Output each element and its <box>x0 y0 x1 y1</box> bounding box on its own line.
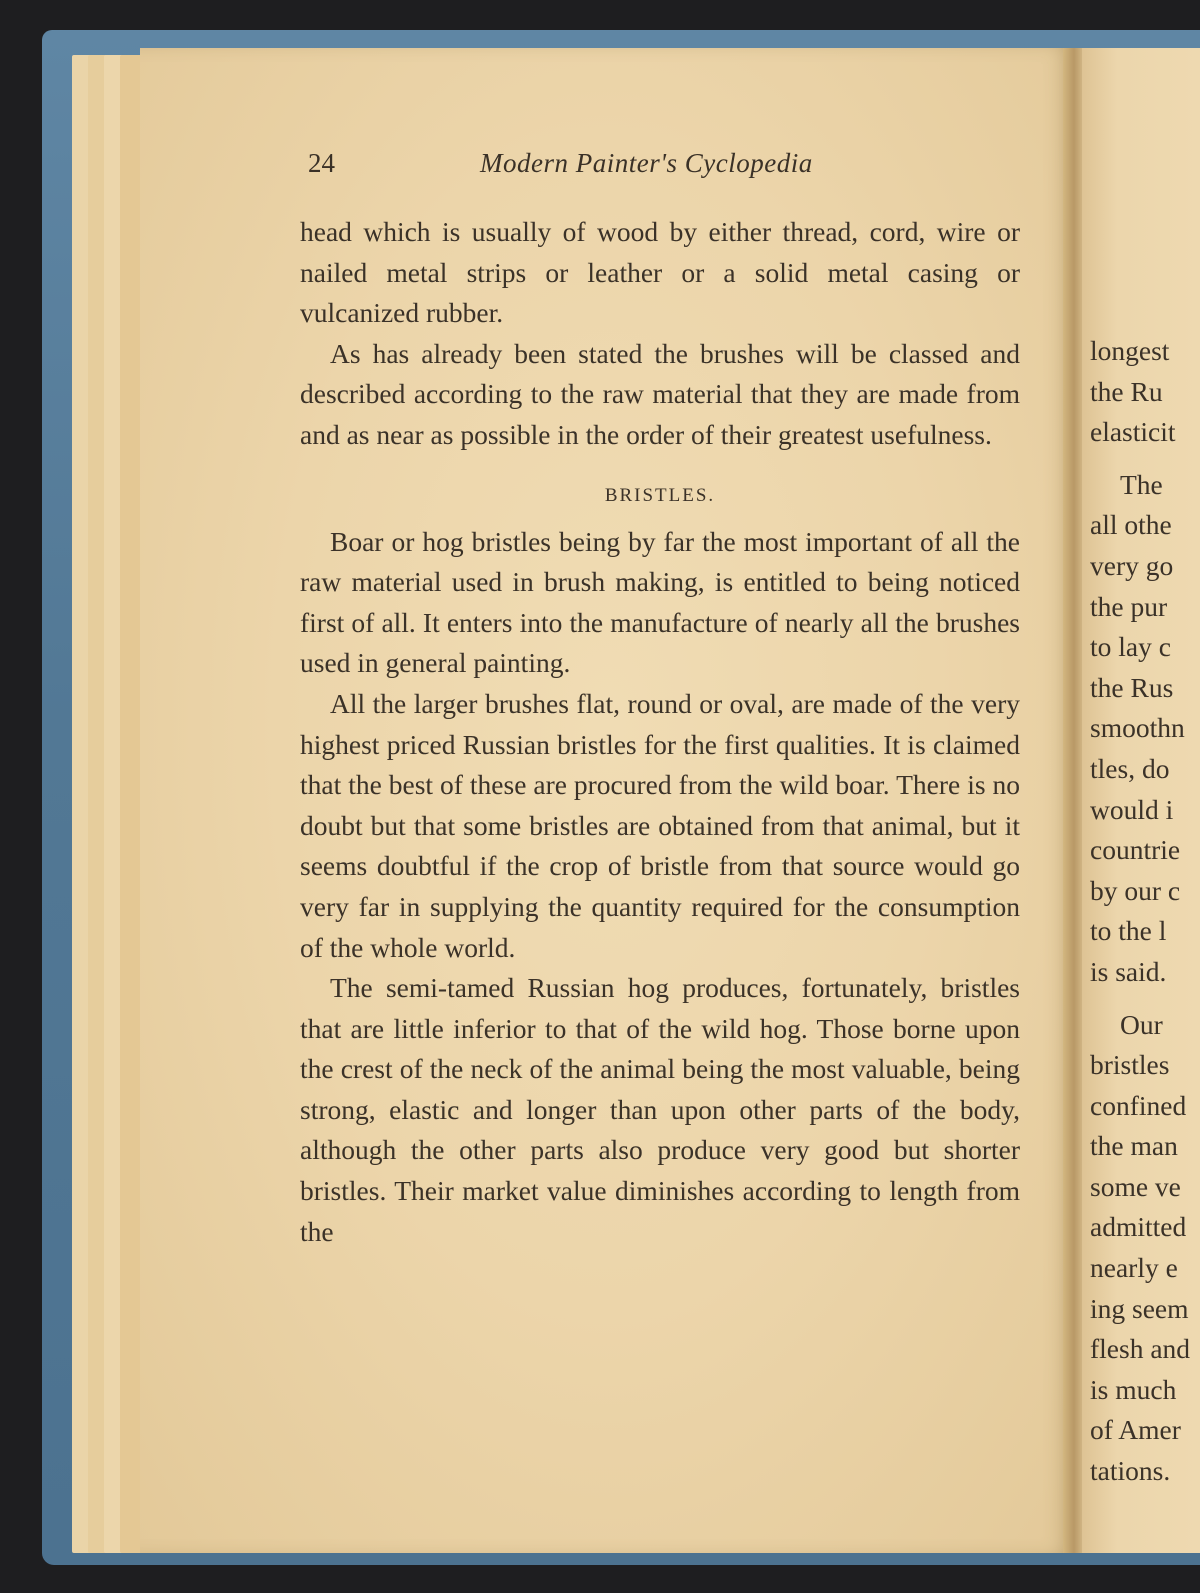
facing-line: the man <box>1090 1130 1178 1162</box>
paragraph: All the larger brushes flat, round or oval, are made of the very highest priced Russian bristles for the first qualities. It is claimed that the best of these are procured from the wild boar. There is no doubt but that some bristles are obtained from that animal, but it seems doubtful if the crop of bristle from that source would go very far in supplying the quantity required for the consumption of the whole world. <box>300 687 1020 963</box>
facing-line: confined <box>1090 1089 1187 1121</box>
facing-line: bristles <box>1090 1049 1170 1081</box>
facing-line: some ve <box>1090 1170 1181 1202</box>
facing-line: longest <box>1090 335 1170 366</box>
page-header <box>308 148 858 188</box>
facing-line: nearly e <box>1090 1252 1178 1284</box>
paragraph: head which is usually of wood by either thread, cord, wire or nailed metal strips or leather or a solid metal casing or vulcanized rubber. <box>300 216 1020 329</box>
page-number: 24 <box>308 148 335 178</box>
facing-line: flesh and <box>1090 1333 1191 1365</box>
section-heading: BRISTLES. <box>604 484 716 506</box>
paragraph: As has already been stated the brushes will be classed and described according to the raw material that they are made from and as near as possible in the order of their greatest usefulness. <box>300 337 1020 450</box>
running-title: Modern Painter's Cyclopedia <box>480 148 813 178</box>
facing-line: would i <box>1090 793 1174 825</box>
facing-line: tations. <box>1090 1455 1171 1487</box>
facing-line: the Rus <box>1090 671 1174 703</box>
facing-line: Our <box>1120 1008 1163 1040</box>
facing-line: the pur <box>1090 590 1168 622</box>
facing-line: is said. <box>1090 955 1167 987</box>
facing-line: very go <box>1090 549 1174 581</box>
facing-line: to the l <box>1090 915 1167 947</box>
facing-line: The <box>1120 468 1163 500</box>
facing-line: of Amer <box>1090 1414 1181 1446</box>
paragraph: The semi-tamed Russian hog produces, fortunately, bristles that are little inferior to that of the wild hog. Those borne upon the crest of the neck of the animal being the most valuable, being strong, elastic and longer than upon other parts of the body, although the other parts also produce very good but shorter bristles. Their market value diminishes according to length from the <box>300 972 1020 1247</box>
facing-line: by our c <box>1090 874 1181 906</box>
facing-line: countrie <box>1090 834 1181 866</box>
body-text <box>300 212 1020 1252</box>
facing-line: to lay c <box>1090 631 1171 663</box>
facing-page-text <box>1090 331 1200 1492</box>
facing-line: tles, do <box>1090 752 1170 784</box>
paragraph: Boar or hog bristles being by far the most important of all the raw material used in brush making, is entitled to being noticed first of all. It enters into the manufacture of nearly all the brushes used in general painting. <box>300 525 1020 679</box>
facing-line: elasticit <box>1090 416 1176 448</box>
right-page <box>1082 48 1200 1553</box>
facing-line: all othe <box>1090 509 1172 541</box>
facing-line: smoothn <box>1090 712 1185 744</box>
facing-line: ing seem <box>1090 1292 1189 1324</box>
facing-line: the Ru <box>1090 375 1163 407</box>
facing-line: is much <box>1090 1373 1177 1405</box>
facing-line: admitted <box>1090 1211 1187 1243</box>
